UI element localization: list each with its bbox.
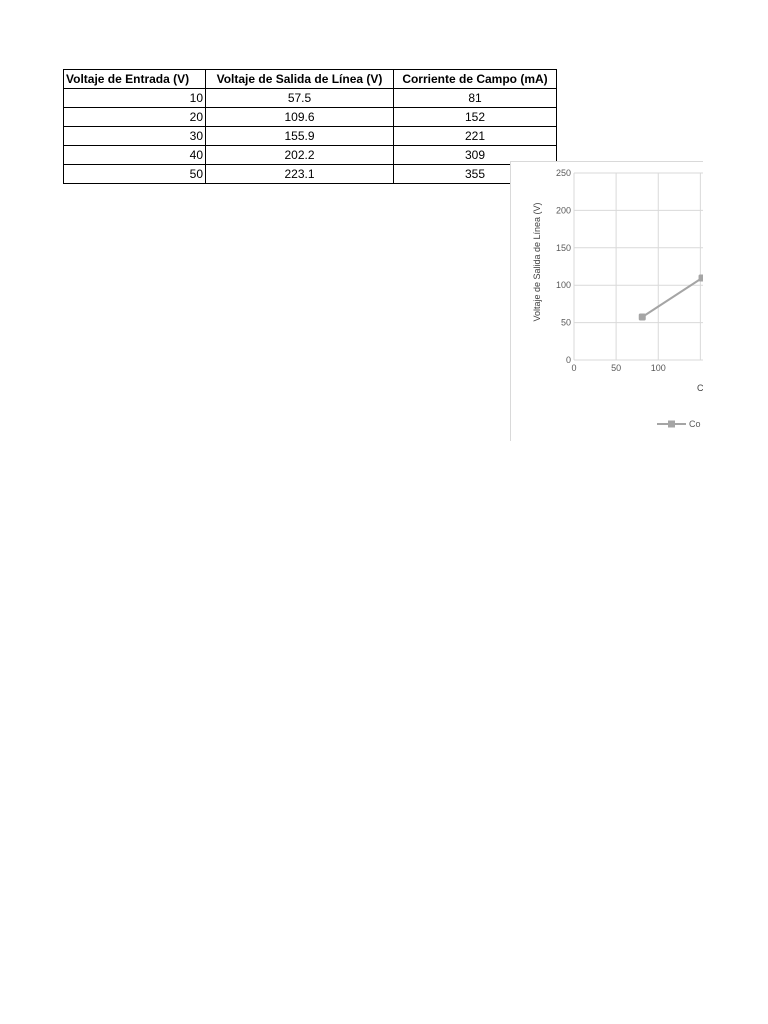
data-table [63,69,557,184]
y-tick-label: 150 [555,242,571,253]
cell-voltaje-salida: 155.9 [206,127,394,146]
cell-voltaje-entrada: 40 [64,146,206,165]
table-row [64,165,557,184]
cell-voltaje-entrada: 30 [64,127,206,146]
cell-voltaje-entrada: 20 [64,108,206,127]
header-voltaje-entrada: Voltaje de Entrada (V) [64,70,206,89]
cell-corriente-campo: 355 [394,165,557,184]
y-tick-label: 200 [555,205,571,216]
legend-label: Co [689,419,701,429]
cell-voltaje-salida: 223.1 [206,165,394,184]
data-point [639,313,646,320]
table-header-row [64,70,557,89]
line-chart[interactable] [510,161,703,441]
x-axis-title: C [697,383,704,393]
y-axis-title: Voltaje de Salida de Línea (V) [532,202,542,322]
chart-legend [657,419,701,429]
chart-viewport [510,161,703,441]
x-tick-label: 100 [650,363,666,373]
cell-voltaje-salida: 57.5 [206,89,394,108]
header-voltaje-salida: Voltaje de Salida de Línea (V) [206,70,394,89]
y-tick-label: 250 [555,168,571,178]
chart-grid [574,173,703,360]
x-tick-label: 50 [611,363,622,373]
chart-series [639,190,703,321]
y-tick-label: 0 [565,355,571,365]
cell-corriente-campo: 81 [394,89,557,108]
table-row [64,89,557,108]
cell-voltaje-salida: 109.6 [206,108,394,127]
table-row [64,108,557,127]
table-row [64,146,557,165]
legend-marker [668,421,675,428]
chart-ticks [556,168,666,373]
y-tick-label: 100 [555,280,571,291]
cell-voltaje-salida: 202.2 [206,146,394,165]
table-row [64,127,557,146]
data-point [699,275,703,282]
cell-corriente-campo: 221 [394,127,557,146]
series-line [642,193,703,317]
cell-corriente-campo: 152 [394,108,557,127]
chart-svg [511,162,703,441]
cell-voltaje-entrada: 10 [64,89,206,108]
cell-corriente-campo: 309 [394,146,557,165]
x-tick-label: 0 [571,363,577,373]
header-corriente-campo: Corriente de Campo (mA) [394,70,557,89]
y-tick-label: 50 [560,317,571,328]
cell-voltaje-entrada: 50 [64,165,206,184]
